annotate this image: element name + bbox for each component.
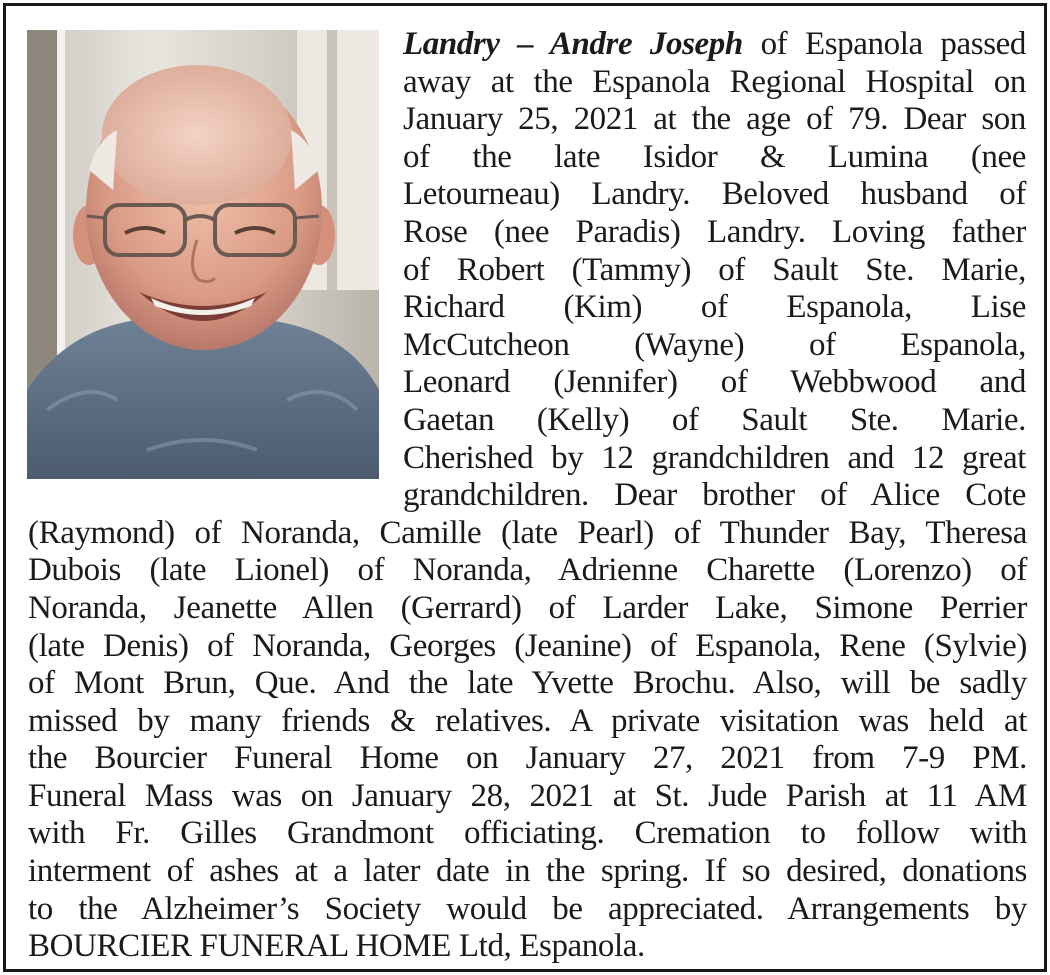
obituary-line: Richard (Kim) of Espanola, Lise [403, 289, 1026, 326]
obituary-line: of Mont Brun, Que. And the late Yvette Brochu. Also, will be sadly [28, 665, 1027, 702]
obituary-text [28, 26, 1027, 966]
obituary-line: grandchildren. Dear brother of Alice Cote [403, 477, 1026, 514]
obituary-line: Funeral Mass was on January 28, 2021 at St. Jude Parish at 11 AM [28, 777, 1027, 814]
obituary-line: Gaetan (Kelly) of Sault Ste. Marie. [403, 401, 1026, 438]
obituary-line: Letourneau) Landry. Beloved husband of [403, 176, 1026, 213]
obituary-line: away at the Espanola Regional Hospital on [403, 63, 1026, 100]
obituary-frame [3, 3, 1047, 972]
obituary-line: McCutcheon (Wayne) of Espanola, [403, 326, 1026, 363]
obituary-line: of the late Isidor & Lumina (nee [403, 138, 1026, 175]
portrait-photo [27, 30, 379, 479]
obituary-line: missed by many friends & relatives. A private visitation was held at [28, 702, 1027, 739]
obituary-line: to the Alzheimer’s Society would be appreciated. Arrangements by [28, 890, 1027, 927]
obituary-line: Noranda, Jeanette Allen (Gerrard) of Larder Lake, Simone Perrier [28, 589, 1027, 626]
obituary-line: with Fr. Gilles Grandmont officiating. Cremation to follow with [28, 815, 1027, 852]
obituary-line: of Robert (Tammy) of Sault Ste. Marie, [403, 251, 1026, 288]
obituary-line: Rose (nee Paradis) Landry. Loving father [403, 213, 1026, 250]
obituary-line: Dubois (late Lionel) of Noranda, Adrienne Charette (Lorenzo) of [28, 552, 1027, 589]
obituary-line: January 25, 2021 at the age of 79. Dear son [403, 101, 1026, 138]
obituary-line: interment of ashes at a later date in the spring. If so desired, donations [28, 853, 1027, 890]
obituary-line: Landry – Andre Joseph of Espanola passed [403, 26, 1026, 62]
obituary-line: the Bourcier Funeral Home on January 27, 2021 from 7-9 PM. [28, 740, 1027, 777]
obituary-line: Cherished by 12 grandchildren and 12 great [403, 439, 1026, 476]
deceased-name: Landry – Andre Joseph [403, 26, 743, 62]
obituary-line: BOURCIER FUNERAL HOME Ltd, Espanola. [28, 928, 645, 965]
obituary-line: (Raymond) of Noranda, Camille (late Pearl) of Thunder Bay, Theresa [28, 514, 1027, 551]
obituary-line: Leonard (Jennifer) of Webbwood and [403, 364, 1026, 401]
obituary-line: (late Denis) of Noranda, Georges (Jeanine) of Espanola, Rene (Sylvie) [28, 627, 1027, 664]
